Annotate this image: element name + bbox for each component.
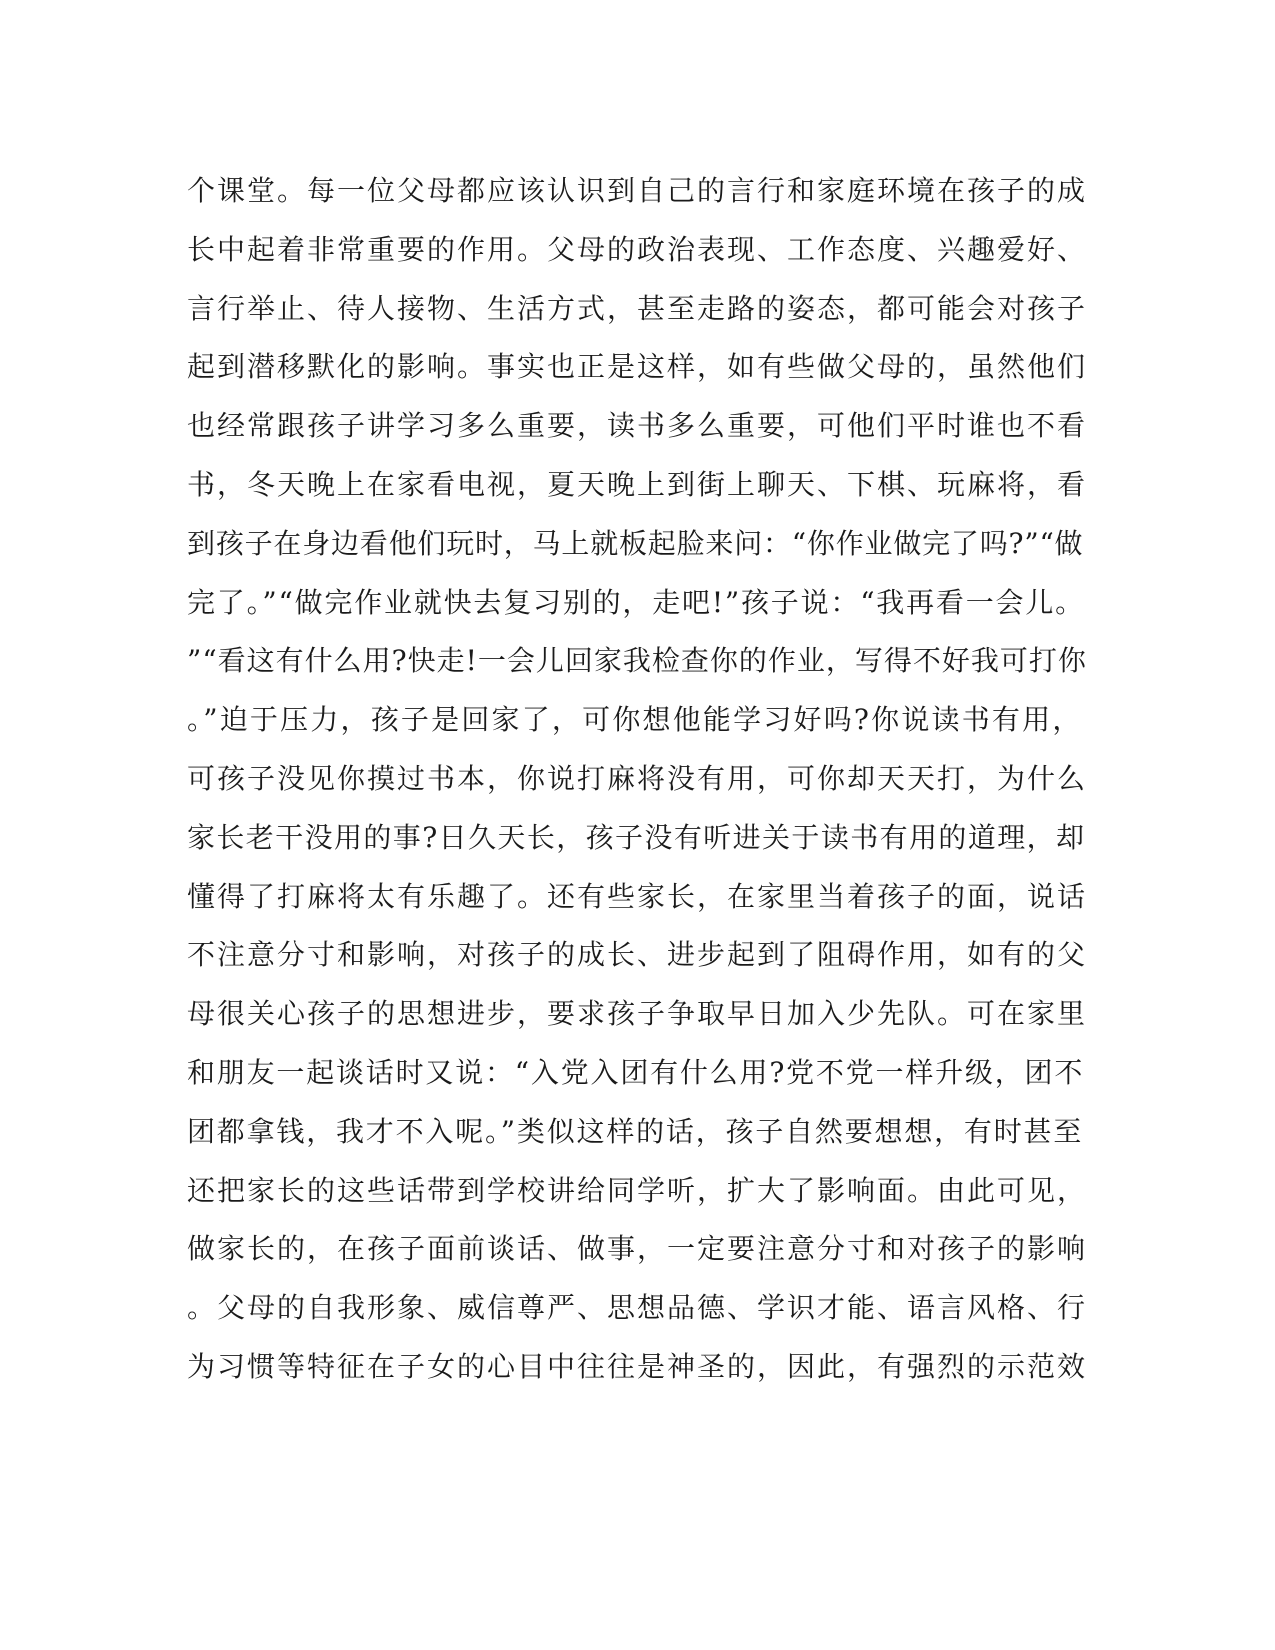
text-line: 不注意分寸和影响，对孩子的成长、进步起到了阻碍作用，如有的父: [187, 938, 1088, 972]
text-line: 个课堂。每一位父母都应该认识到自己的言行和家庭环境在孩子的成: [187, 174, 1088, 207]
text-line: 起到潜移默化的影响。事实也正是这样，如有些做父母的，虽然他们: [187, 350, 1088, 384]
text-line: 。”迫于压力，孩子是回家了，可你想他能学习好吗?你说读书有用，: [187, 703, 1083, 737]
text-line: 和朋友一起谈话时又说：“入党入团有什么用?党不党一样升级，团不: [187, 1055, 1085, 1089]
text-line: 言行举止、待人接物、生活方式，甚至走路的姿态，都可能会对孩子: [187, 291, 1088, 325]
text-line: 完了。”“做完作业就快去复习别的，走吧!”孩子说：“我再看一会儿。: [187, 585, 1085, 619]
text-line: 家长老干没用的事?日久天长，孩子没有听进关于读书有用的道理，却: [187, 820, 1086, 854]
text-line: 到孩子在身边看他们玩时，马上就板起脸来问：“你作业做完了吗?”“做: [187, 526, 1084, 560]
text-line: 可孩子没见你摸过书本，你说打麻将没有用，可你却天天打，为什么: [187, 761, 1088, 795]
text-line: 母很关心孩子的思想进步，要求孩子争取早日加入少先队。可在家里: [187, 997, 1088, 1031]
text-line: 。父母的自我形象、威信尊严、思想品德、学识才能、语言风格、行: [187, 1291, 1088, 1325]
text-line: 也经常跟孩子讲学习多么重要，读书多么重要，可他们平时谁也不看: [187, 409, 1088, 443]
text-line: 还把家长的这些话带到学校讲给同学听，扩大了影响面。由此可见，: [187, 1173, 1088, 1207]
text-line: 懂得了打麻将太有乐趣了。还有些家长，在家里当着孩子的面，说话: [187, 879, 1088, 913]
text-line: 团都拿钱，我才不入呢。”类似这样的话，孩子自然要想想，有时甚至: [187, 1114, 1084, 1148]
text-line: 长中起着非常重要的作用。父母的政治表现、工作态度、兴趣爱好、: [187, 232, 1088, 266]
text-line: ”“看这有什么用?快走!一会儿回家我检查你的作业，写得不好我可打你: [187, 644, 1087, 678]
body-text: [187, 162, 1087, 1397]
text-line: 做家长的，在孩子面前谈话、做事，一定要注意分寸和对孩子的影响: [187, 1232, 1088, 1266]
text-line: 书，冬天晚上在家看电视，夏天晚上到街上聊天、下棋、玩麻将，看: [187, 467, 1088, 501]
text-line: 为习惯等特征在子女的心目中往往是神圣的，因此，有强烈的示范效: [187, 1349, 1088, 1383]
